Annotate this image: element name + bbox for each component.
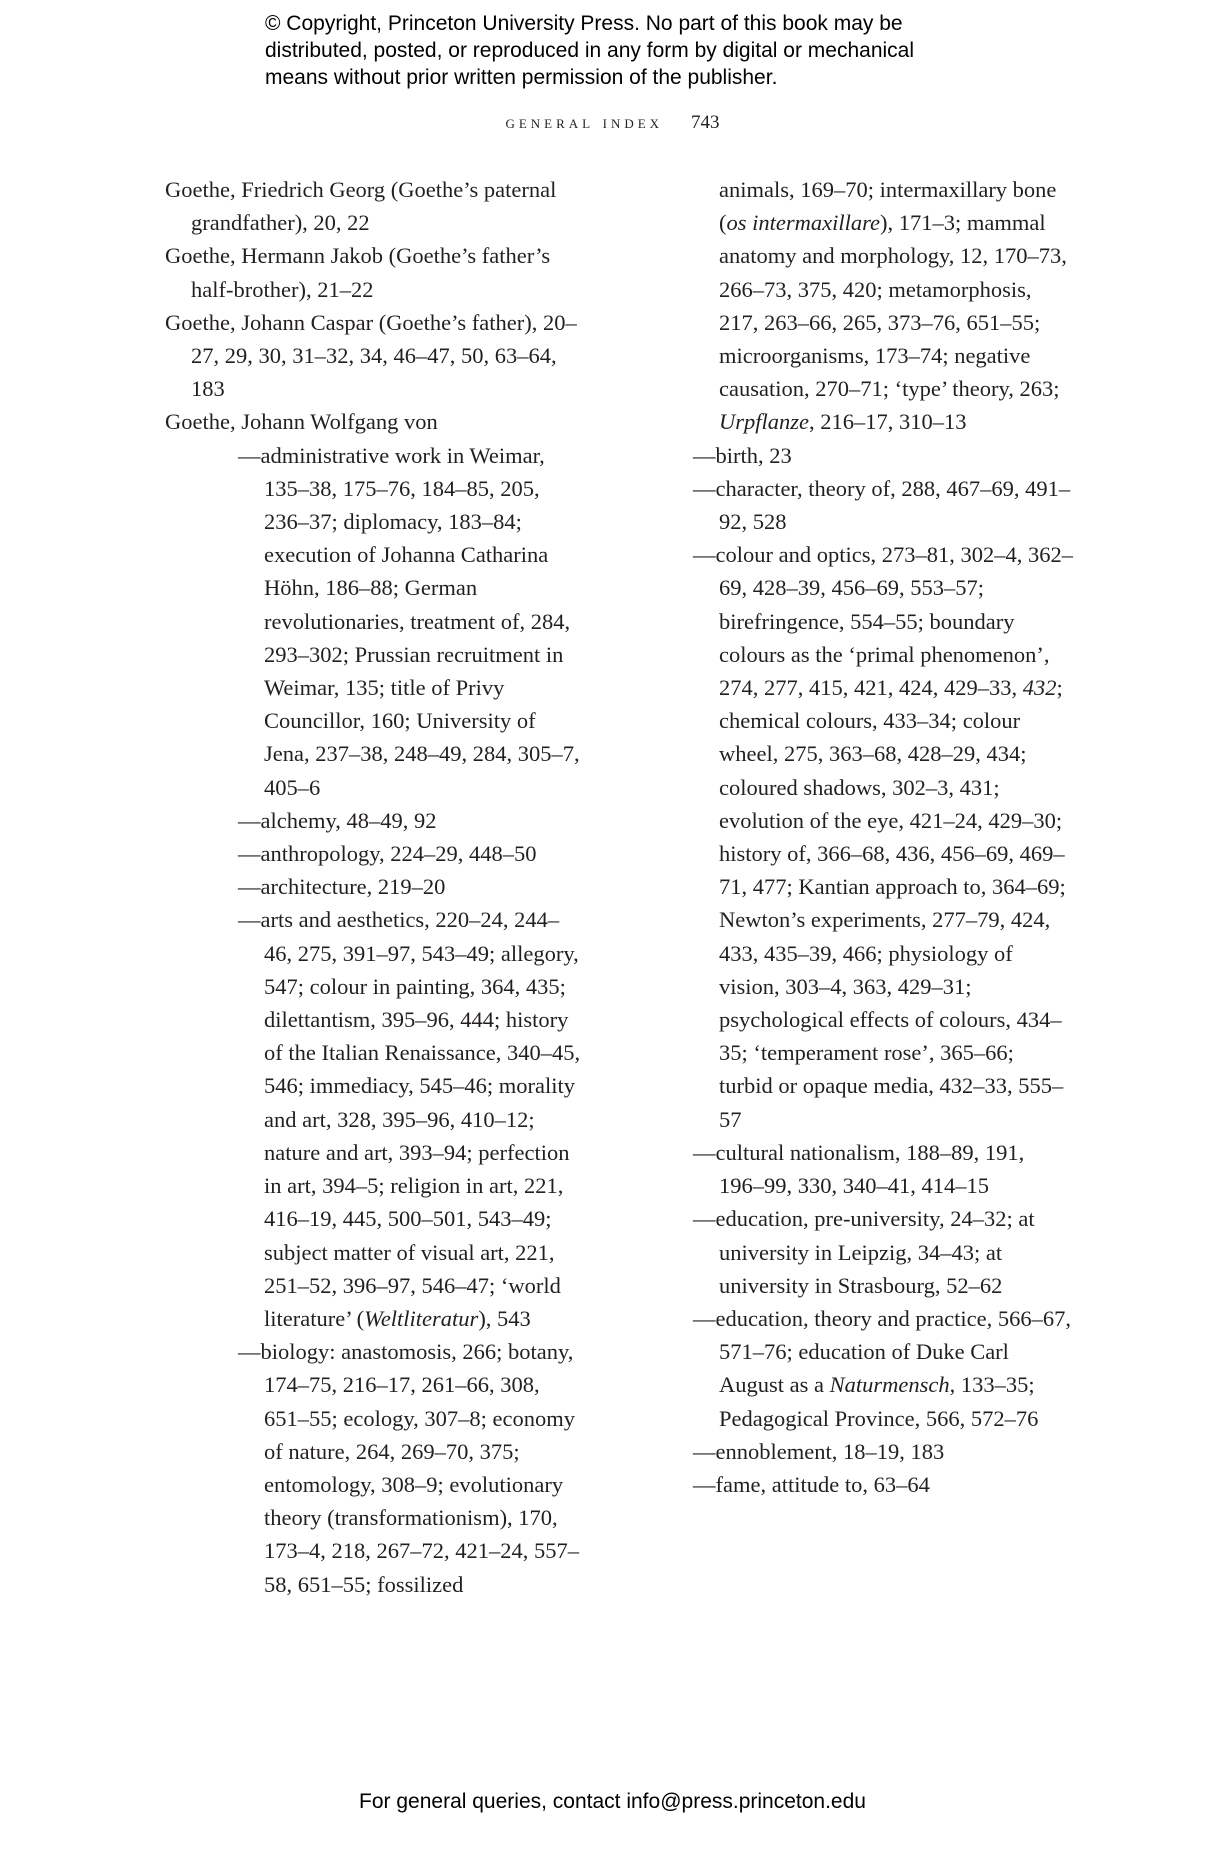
copyright-line: means without prior written permission of the publisher. [265, 66, 778, 89]
italic-term: os intermaxillare [726, 210, 881, 236]
text-run: —colour and optics, 273–81, 302–4, 362–69, 428–39, 456–69, 553–57; birefringence, 554–55; boundary colours as the ‘primal phenomenon’, 274, 277, 415, 421, 424, 429–33, [693, 542, 1073, 701]
text-run: , 133–35; Pedagogical Province, 566, 572–76 [719, 1372, 1039, 1431]
text-run: —arts and aesthetics, 220–24, 244–46, 275, 391–97, 543–49; allegory, 547; colour in painting, 364, 435; dilettantism, 395–96, 444; history of the Italian Renaissance, 340–45, 546; immediacy, 545–46; morality and art, 328, 395–96, 410–12; nature and art, 393–94; perfection in art, 394–5; religion in art, 221, 416–19, 445, 500–501, 543–49; subject matter of visual art, 221, 251–52, 396–97, 546–47; ‘world literature’ ( [238, 907, 581, 1331]
page-number: 743 [691, 112, 720, 133]
copyright-notice [265, 10, 1025, 91]
text-run: ; chemical colours, 433–34; colour wheel, 275, 363–68, 428–29, 434; coloured shadows, 302–3, 431; evolution of the eye, 421–24, 429–30; history of, 366–68, 436, 456–69, 469–71, 477; Kantian approach to, 364–69; Newton’s experiments, 277–79, 424, 433, 435–39, 466; physiology of vision, 303–4, 363, 429–31; psychological effects of colours, 434–35; ‘temperament rose’, 365–66; turbid or opaque media, 432–33, 555–57 [719, 675, 1066, 1132]
index-subentry: —biology: anastomosis, 266; botany, 174–75, 216–17, 261–66, 308, 651–55; ecology, 307–8; economy of nature, 264, 269–70, 375; entomology, 308–9; evolutionary theory (transformationism), 170, 173–4, 218, 267–72, 421–24, 557–58, 651–55; fossilized [238, 1339, 579, 1597]
index-subentry-continued [693, 173, 1073, 439]
index-column-right [693, 173, 1073, 1501]
running-head-title: general index [505, 112, 664, 132]
index-subentry: —birth, 23 [693, 442, 792, 468]
italic-term: Naturmensch [829, 1372, 950, 1398]
index-subentry [165, 903, 585, 1335]
copyright-line: distributed, posted, or reproduced in any form by digital or mechanical [265, 39, 915, 62]
index-subentry: —ennoblement, 18–19, 183 [693, 1438, 945, 1464]
index-entry: Goethe, Johann Caspar (Goethe’s father), 20–27, 29, 30, 31–32, 34, 46–47, 50, 63–64, 183 [165, 309, 577, 402]
index-subentry [693, 538, 1073, 1136]
italic-term: Weltliteratur [364, 1305, 479, 1331]
index-subentry: —education, pre-university, 24–32; at university in Leipzig, 34–43; at university in Strasbourg, 52–62 [693, 1206, 1035, 1298]
index-entry: Goethe, Friedrich Georg (Goethe’s paternal grandfather), 20, 22 [165, 177, 557, 236]
index-subentry: —cultural nationalism, 188–89, 191, 196–99, 330, 340–41, 414–15 [693, 1139, 1025, 1199]
italic-term: Urpflanze [719, 409, 809, 435]
footer-contact: For general queries, contact info@press.princeton.edu [359, 1790, 866, 1813]
index-subentry: —administrative work in Weimar, 135–38, 175–76, 184–85, 205, 236–37; diplomacy, 183–84; execution of Johanna Catharina Höhn, 186–88; German revolutionaries, treatment of, 284, 293–302; Prussian recruitment in Weimar, 135; title of Privy Councillor, 160; University of Jena, 237–38, 248–49, 284, 305–7, 405–6 [238, 442, 580, 800]
copyright-line: © Copyright, Princeton University Press. No part of this book may be [265, 12, 903, 35]
text-run: —education, theory and practice, 566–67, 571–76; education of Duke Carl August as a [693, 1305, 1071, 1398]
index-entry: Goethe, Johann Wolfgang von [165, 409, 438, 435]
text-run: , 216–17, 310–13 [809, 409, 967, 435]
index-subentry: —character, theory of, 288, 467–69, 491–92, 528 [693, 475, 1071, 535]
index-column-left [165, 173, 585, 1601]
index-subentry: —fame, attitude to, 63–64 [693, 1471, 930, 1497]
italic-term: 432 [1022, 675, 1057, 701]
text-run: animals, 169–70; intermaxillary bone ( [719, 177, 1057, 236]
index-subentry: —alchemy, 48–49, 92 [238, 807, 437, 833]
text-run: ), 543 [478, 1305, 531, 1331]
index-subentry: —architecture, 219–20 [238, 874, 446, 900]
text-run: ), 171–3; mammal anatomy and morphology, 12, 170–73, 266–73, 375, 420; metamorphosis, 217, 263–66, 265, 373–76, 651–55; microorganisms, 173–74; negative causation, 270–71; ‘type’ theory, 263; [719, 210, 1067, 402]
index-subentry: —anthropology, 224–29, 448–50 [238, 841, 537, 867]
index-subentry [693, 1302, 1073, 1435]
running-head [0, 112, 1225, 134]
index-entry: Goethe, Hermann Jakob (Goethe’s father’s half-brother), 21–22 [165, 243, 551, 302]
